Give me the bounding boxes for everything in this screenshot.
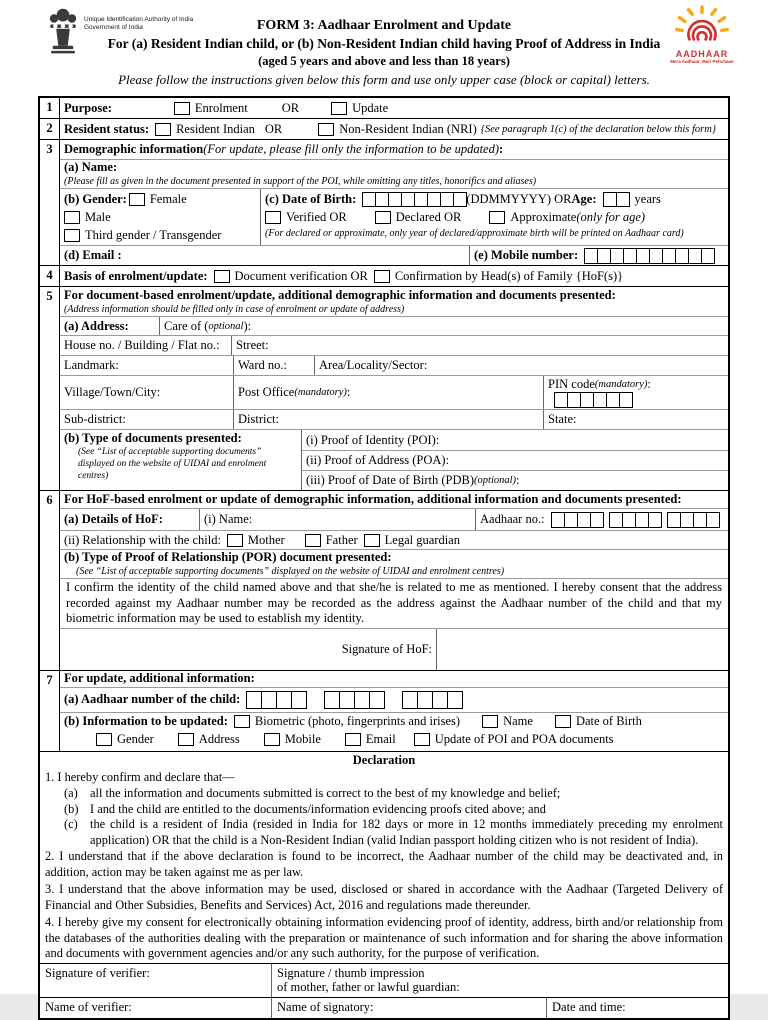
update-name-label: Name bbox=[503, 714, 533, 728]
gender-third-checkbox[interactable] bbox=[64, 229, 80, 242]
address-label: (a) Address: bbox=[64, 318, 129, 333]
por-title: (b) Type of Proof of Relationship (POR) document presented: bbox=[64, 550, 392, 564]
pdb-label: (iii) Proof of Date of Birth (PDB) bbox=[306, 473, 475, 487]
area-input-cell[interactable] bbox=[315, 357, 728, 374]
area-label: Area/Locality/Sector: bbox=[319, 358, 428, 372]
verifier-name-label: Name of verifier: bbox=[45, 999, 132, 1014]
gender-male-label: Male bbox=[85, 209, 111, 224]
email-label: (d) Email : bbox=[64, 248, 122, 262]
care-of-input-cell[interactable]: Care of ( optional ): bbox=[164, 318, 252, 333]
aadhaar-logo-word: AADHAAR bbox=[675, 49, 729, 59]
update-email-checkbox[interactable] bbox=[345, 733, 361, 746]
declaration-item-a: (a) all the information and documents submitted is correct to the best of my knowledge and belief; bbox=[64, 786, 561, 800]
relationship-label: (ii) Relationship with the child: bbox=[64, 532, 221, 547]
child-aadhaar-boxes-group2[interactable] bbox=[324, 691, 384, 709]
landmark-input-cell[interactable] bbox=[60, 356, 234, 375]
national-emblem-icon bbox=[46, 6, 80, 60]
relationship-legal-label: Legal guardian bbox=[384, 532, 460, 547]
aadhaar-logo-tagline: Mera Aadhaar, Meri Pehchaan bbox=[670, 59, 734, 64]
date-time-label: Date and time: bbox=[552, 999, 626, 1014]
basis-hof-checkbox[interactable] bbox=[374, 270, 390, 283]
gender-female-checkbox[interactable] bbox=[129, 193, 145, 206]
update-email-label: Email bbox=[365, 732, 396, 746]
age-years-label: years bbox=[634, 191, 661, 206]
nri-checkbox[interactable] bbox=[318, 123, 334, 136]
relationship-mother-checkbox[interactable] bbox=[227, 534, 243, 547]
village-input-cell[interactable] bbox=[60, 376, 234, 409]
relationship-mother-label: Mother bbox=[247, 532, 285, 547]
parent-signature-label-line1: Signature / thumb impression bbox=[277, 965, 425, 980]
resident-indian-label: Resident Indian bbox=[176, 121, 255, 136]
pin-code-cell: PIN code (mandatory) : bbox=[544, 376, 728, 409]
basis-document-label: Document verification OR bbox=[234, 268, 368, 283]
gender-label: (b) Gender: bbox=[64, 191, 127, 206]
hof-details-label: (a) Details of HoF: bbox=[64, 512, 163, 526]
address-label-cell bbox=[60, 317, 160, 335]
purpose-update-checkbox[interactable] bbox=[331, 102, 347, 115]
aadhaar-logo bbox=[666, 5, 738, 65]
ward-input-cell[interactable] bbox=[234, 356, 315, 375]
declaration-p2: 2. I understand that if the above declaration is found to be incorrect, the Aadhaar number of the child may be deactivated and, in addition, action may be taken against me as per law. bbox=[45, 849, 723, 879]
hof-aadhaar-boxes-group1[interactable] bbox=[551, 512, 603, 528]
hof-aadhaar-boxes-group3[interactable] bbox=[667, 512, 719, 528]
form-instruction: Please follow the instructions given below this form and use only upper case (block or capital) letters. bbox=[118, 72, 650, 87]
purpose-or-label: OR bbox=[281, 100, 300, 115]
authority-line1: Unique Identification Authority of India bbox=[84, 16, 194, 23]
section5-title: For document-based enrolment/update, additional demographic information and documents presented: bbox=[64, 287, 616, 302]
verifier-name-cell[interactable] bbox=[40, 998, 272, 1018]
names-row bbox=[40, 997, 728, 1018]
info-update-label: (b) Information to be updated: bbox=[64, 714, 228, 728]
dob-verified-checkbox[interactable] bbox=[265, 211, 281, 224]
district-input-cell[interactable] bbox=[234, 410, 544, 429]
signatory-name-cell[interactable] bbox=[272, 998, 547, 1018]
section-7-update-info bbox=[40, 670, 728, 751]
dob-cell bbox=[261, 189, 728, 241]
hof-aadhaar-cell bbox=[476, 511, 728, 529]
parent-signature-cell[interactable] bbox=[272, 964, 728, 997]
pin-code-boxes[interactable] bbox=[554, 392, 632, 408]
street-label: Street: bbox=[236, 338, 269, 352]
dob-approximate-label: Approximate bbox=[510, 209, 577, 224]
relationship-father-label: Father bbox=[325, 532, 358, 547]
purpose-label: Purpose: bbox=[64, 100, 112, 115]
hof-aadhaar-label: Aadhaar no.: bbox=[480, 512, 545, 526]
date-time-cell[interactable] bbox=[547, 998, 728, 1018]
update-dob-checkbox[interactable] bbox=[555, 715, 571, 728]
district-label: District: bbox=[238, 412, 279, 426]
mobile-label: (e) Mobile number: bbox=[474, 248, 579, 262]
resident-indian-checkbox[interactable] bbox=[155, 123, 171, 136]
demographic-title: Demographic information bbox=[64, 142, 204, 156]
section-number: 2 bbox=[40, 119, 60, 139]
declaration-p4: 4. I hereby give my consent for electronically obtaining information evidencing proof of identity, address, birth and/or relationship from the databases of the authorities dealing with the preparation or maintenance of such information and for sharing the above information and documents with government agencies and/or any such authority, for the purpose of verification. bbox=[45, 915, 723, 960]
hof-details-label-cell bbox=[60, 509, 200, 530]
name-label: (a) Name: bbox=[64, 160, 118, 174]
sub-district-label: Sub-district: bbox=[64, 412, 126, 426]
age-label: Age: bbox=[571, 191, 597, 206]
verifier-signature-cell[interactable] bbox=[40, 964, 272, 997]
basis-label: Basis of enrolment/update: bbox=[64, 268, 208, 283]
declaration-item-c: (c) the child is a resident of India (resided in India for 182 days or more in 12 months immediately preceding my enrolment application) OR that the child is a Non-Resident Indian (valid Indian passport holding citizen who is not resident of India). bbox=[64, 817, 723, 847]
hof-signature-space[interactable] bbox=[437, 629, 728, 631]
parent-signature-label-line2: of mother, father or lawful guardian: bbox=[277, 980, 460, 994]
email-input-cell[interactable] bbox=[60, 246, 470, 265]
documents-presented-cell bbox=[60, 430, 302, 490]
hof-aadhaar-boxes-group2[interactable] bbox=[609, 512, 661, 528]
section-6-hof-based bbox=[40, 490, 728, 670]
update-name-checkbox[interactable] bbox=[482, 715, 498, 728]
demographic-title-note: (For update, please fill only the information to be updated) bbox=[203, 142, 500, 156]
poa-input-row[interactable] bbox=[302, 450, 728, 470]
update-gender-checkbox[interactable] bbox=[96, 733, 112, 746]
form-title: FORM 3: Aadhaar Enrolment and Update bbox=[256, 18, 512, 33]
purpose-enrolment-label: Enrolment bbox=[194, 100, 248, 115]
documents-note: (See “List of acceptable supporting documents” displayed on the website of UIDAI and enrolment centres) bbox=[78, 447, 267, 481]
dob-approximate-note: (only for age) bbox=[576, 209, 646, 224]
poi-input-row[interactable] bbox=[302, 430, 728, 450]
house-label: House no. / Building / Flat no.: bbox=[64, 338, 220, 352]
signatory-name-label: Name of signatory: bbox=[277, 999, 374, 1014]
gender-male-checkbox[interactable] bbox=[64, 211, 80, 224]
dob-note: (For declared or approximate, only year of declared/approximate birth will be printed on Aadhaar card) bbox=[265, 227, 684, 239]
documents-title: (b) Type of documents presented: bbox=[64, 431, 242, 445]
dob-approximate-checkbox[interactable] bbox=[489, 211, 505, 224]
section-number: 4 bbox=[40, 266, 60, 286]
signature-row bbox=[40, 963, 728, 997]
pin-code-label: PIN code bbox=[548, 377, 595, 391]
update-dob-label: Date of Birth bbox=[575, 714, 642, 728]
gender-female-label: Female bbox=[149, 191, 187, 206]
update-biometric-checkbox[interactable] bbox=[234, 715, 250, 728]
mobile-cell bbox=[470, 247, 728, 265]
section5-note: (Address information should be filled only in case of enrolment or update of address) bbox=[64, 304, 405, 315]
declaration-item-b: (b) I and the child are entitled to the documents/information evidencing proofs cited above; and bbox=[64, 801, 546, 816]
hof-signature-cell[interactable] bbox=[60, 629, 437, 670]
dob-format-label: (DDMMYYYY) OR bbox=[466, 191, 572, 206]
gender-cell bbox=[60, 189, 261, 245]
update-gender-label: Gender bbox=[117, 732, 154, 746]
pdb-input-row[interactable]: (iii) Proof of Date of Birth (PDB) (optional) : bbox=[302, 470, 728, 490]
purpose-enrolment-checkbox[interactable] bbox=[174, 102, 190, 115]
care-of-label: Care of ( bbox=[164, 318, 209, 333]
hof-name-input-cell[interactable] bbox=[200, 509, 476, 530]
sub-district-input-cell[interactable] bbox=[60, 410, 234, 429]
section-number: 7 bbox=[40, 671, 60, 751]
nri-label: Non-Resident Indian (NRI) bbox=[339, 121, 477, 136]
section-number: 5 bbox=[40, 287, 60, 490]
authority-line2: Government of India bbox=[84, 24, 143, 31]
village-label: Village/Town/City: bbox=[64, 385, 161, 399]
age-boxes[interactable] bbox=[603, 192, 629, 207]
section-1-purpose bbox=[40, 98, 728, 118]
dob-boxes[interactable] bbox=[362, 192, 466, 207]
update-poi-poa-checkbox[interactable] bbox=[414, 733, 430, 746]
update-address-checkbox[interactable] bbox=[178, 733, 194, 746]
hof-name-label: (i) Name: bbox=[204, 512, 253, 526]
section-number: 6 bbox=[40, 491, 60, 670]
declaration-body bbox=[40, 769, 728, 963]
form-header bbox=[0, 0, 768, 96]
child-aadhaar-label: (a) Aadhaar number of the child: bbox=[64, 692, 241, 706]
name-note: (Please fill as given in the document presented in support of the POI, while omitting any titles, honorifics and aliases) bbox=[64, 176, 537, 187]
dob-label: (c) Date of Birth: bbox=[265, 191, 357, 206]
dob-declared-checkbox[interactable] bbox=[375, 211, 391, 224]
resident-or-label: OR bbox=[264, 121, 283, 136]
gender-third-label: Third gender / Transgender bbox=[85, 227, 222, 242]
form-age-note: (aged 5 years and above and less than 18 years) bbox=[258, 54, 510, 68]
dob-verified-label: Verified OR bbox=[286, 209, 347, 224]
form-table bbox=[38, 96, 730, 1020]
declaration-p1: 1. I hereby confirm and declare that— bbox=[45, 769, 235, 784]
section7-title: For update, additional information: bbox=[64, 671, 255, 685]
ward-label: Ward no.: bbox=[238, 358, 287, 372]
section-2-resident-status bbox=[40, 118, 728, 139]
verifier-signature-label: Signature of verifier: bbox=[45, 965, 150, 980]
section6-title: For HoF-based enrolment or update of demographic information, additional information and documents presented: bbox=[64, 492, 682, 506]
name-input-row[interactable] bbox=[60, 159, 728, 175]
poa-label: (ii) Proof of Address (POA): bbox=[306, 453, 450, 467]
update-mobile-label: Mobile bbox=[284, 732, 321, 746]
resident-status-note: {See paragraph 1(c) of the declaration below this form} bbox=[480, 123, 717, 135]
authority-name bbox=[84, 16, 193, 32]
hof-signature-label: Signature of HoF: bbox=[341, 641, 432, 656]
relationship-father-checkbox[interactable] bbox=[305, 534, 321, 547]
update-address-label: Address bbox=[198, 732, 240, 746]
aadhaar-sun-fingerprint-icon bbox=[675, 5, 729, 45]
post-office-label: Post Office bbox=[238, 385, 295, 399]
poi-label: (i) Proof of Identity (POI): bbox=[306, 432, 440, 447]
child-aadhaar-boxes-group1[interactable] bbox=[246, 691, 306, 709]
update-mobile-checkbox[interactable] bbox=[264, 733, 280, 746]
section-number: 3 bbox=[40, 140, 60, 265]
landmark-label: Landmark: bbox=[64, 358, 119, 372]
relationship-legal-checkbox[interactable] bbox=[364, 534, 380, 547]
dob-declared-label: Declared OR bbox=[395, 209, 462, 224]
basis-document-checkbox[interactable] bbox=[214, 270, 230, 283]
basis-hof-label: Confirmation by Head(s) of Family {HoF(s)} bbox=[394, 268, 624, 283]
por-note: (See “List of acceptable supporting documents” displayed on the website of UIDAI and enrolment centres) bbox=[76, 565, 505, 577]
declaration-title: Declaration bbox=[40, 751, 728, 769]
section-3-demographic: 3 Demographic information (For update, please fill only the information to be updated) : (a) Name: (Please fill as given in the document presented in support of the POI, while omitting any titles, honorifics and aliases) (b) Gender: Female Male Third gender / Transgender (c) Date of Birth: (DDMMYYYY) OR Age: years Verified OR Declared OR Approximate (only for age) (For declared or approximate, only year of declared/approximate birth will be printed on Aadhaar card) (d) Email : (e) Mobile number: bbox=[40, 139, 728, 265]
post-office-input-cell[interactable]: Post Office (mandatory) : bbox=[234, 376, 544, 409]
state-input-cell[interactable] bbox=[544, 411, 728, 428]
declaration-p3: 3. I understand that the above information may be used, disclosed or shared in accordance with the Aadhaar (Targeted Delivery of Financial and Other Subsidies, Benefits and Services) Act, 2016 and regulations made thereunder. bbox=[45, 882, 723, 912]
state-label: State: bbox=[548, 412, 577, 426]
form-subtitle: For (a) Resident Indian child, or (b) Non-Resident Indian child having Proof of Address in India bbox=[107, 36, 661, 51]
section-number: 1 bbox=[40, 98, 60, 118]
update-poi-poa-label: Update of POI and POA documents bbox=[434, 732, 614, 746]
section-4-basis bbox=[40, 265, 728, 286]
street-input-cell[interactable] bbox=[232, 337, 728, 354]
house-input-cell[interactable] bbox=[60, 336, 232, 355]
mobile-number-boxes[interactable] bbox=[584, 248, 714, 264]
update-biometric-label: Biometric (photo, fingerprints and irises) bbox=[254, 714, 461, 728]
hof-consent-text: I confirm the identity of the child named above and that she/he is related to me as mentioned. I hereby consent that the address recorded against my Aadhaar number may be recorded as the address against the Aadhaar number of the child and that my biometric information may be used to establish my identity. bbox=[66, 580, 722, 625]
purpose-update-label: Update bbox=[352, 100, 389, 115]
child-aadhaar-boxes-group3[interactable] bbox=[402, 691, 462, 709]
section-5-document-based bbox=[40, 286, 728, 490]
resident-status-label: Resident status: bbox=[64, 121, 150, 136]
